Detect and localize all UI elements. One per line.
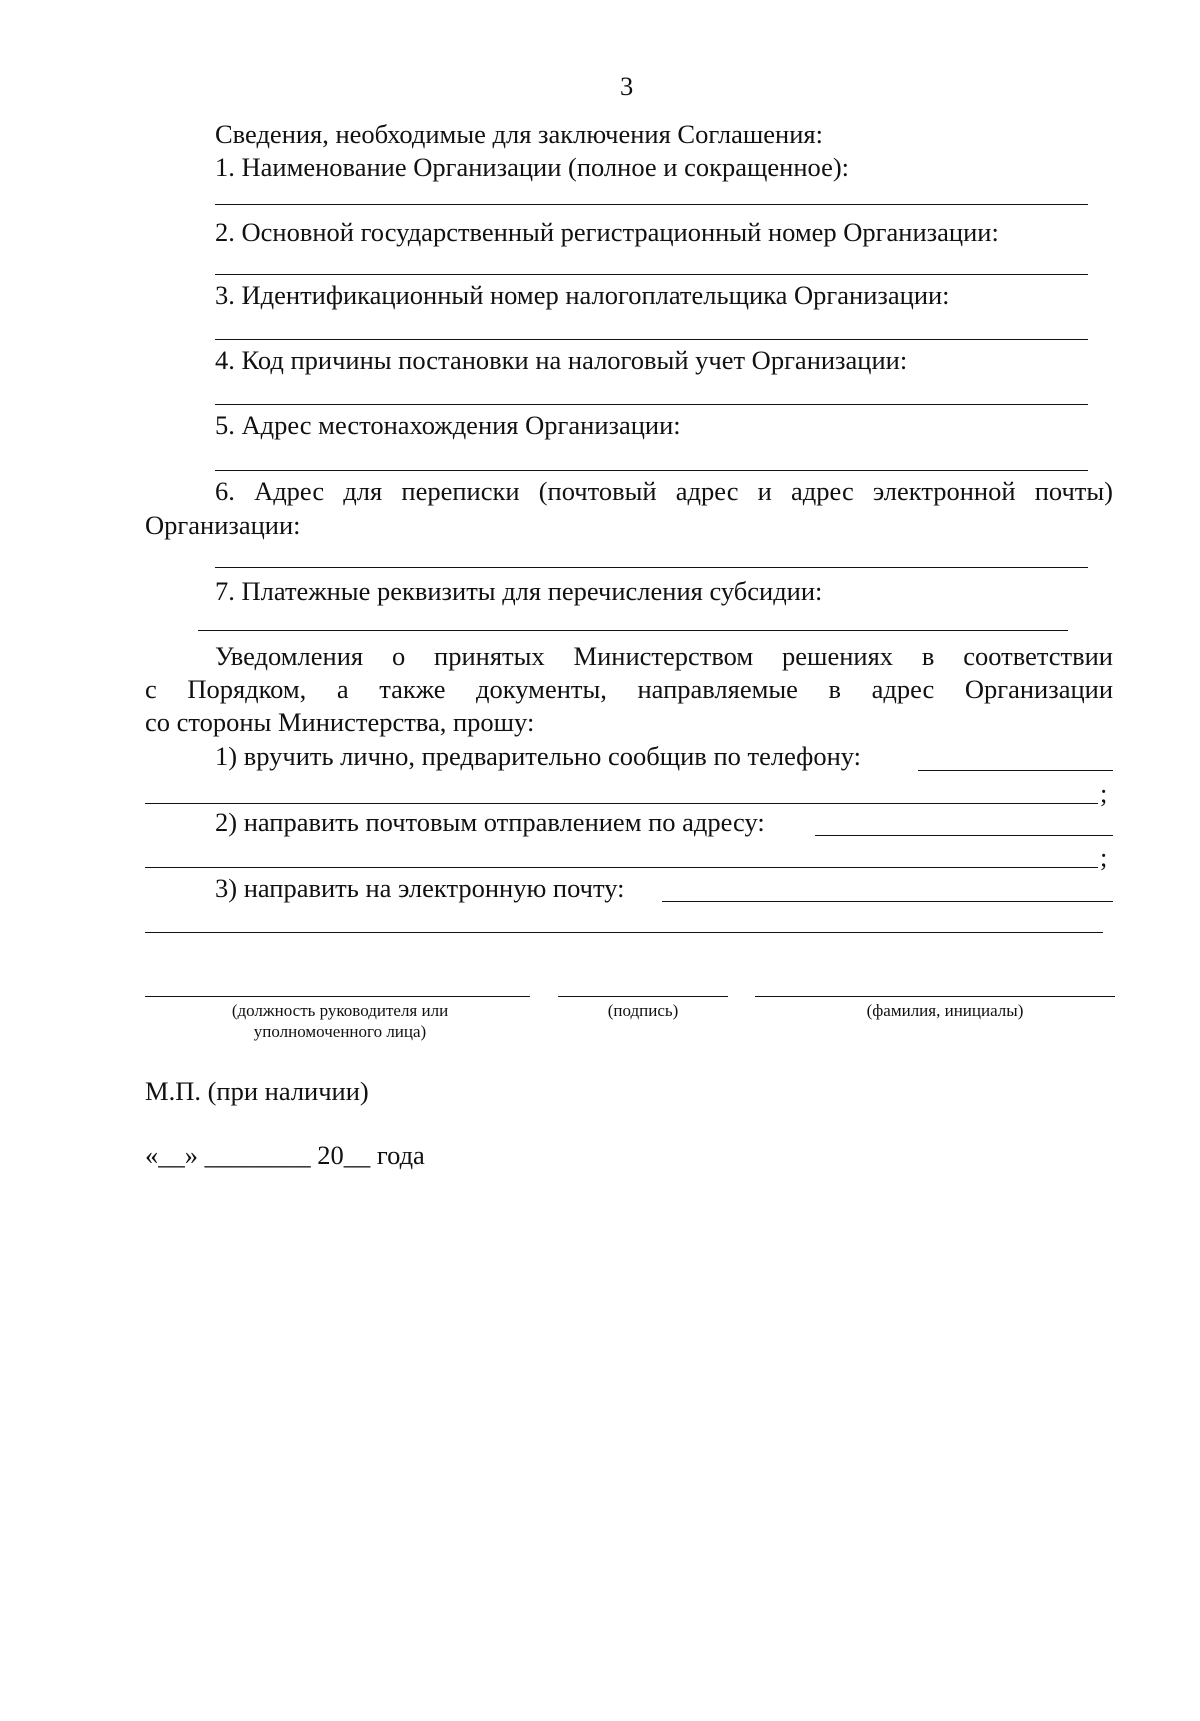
- option-1-personal-delivery: 1) вручить лично, предварительно сообщив по телефону:: [215, 741, 862, 771]
- option-1-blank-continued: [145, 803, 1098, 804]
- option-1-phone-blank: [918, 770, 1113, 771]
- option-1-semicolon: ;: [1100, 778, 1108, 808]
- page-number: 3: [620, 71, 634, 101]
- item-2-blank: [215, 274, 1088, 275]
- option-2-address-blank: [815, 835, 1113, 836]
- stamp-label: М.П. (при наличии): [145, 1076, 369, 1106]
- item-6-label-continued: Организации:: [145, 510, 301, 540]
- option-3-blank-continued: [145, 932, 1103, 933]
- date-line: «__» ________ 20__ года: [145, 1140, 425, 1170]
- signature-line: [558, 996, 728, 997]
- name-caption: (фамилия, инициалы): [866, 1001, 1024, 1020]
- signature-caption: (подпись): [607, 1001, 679, 1020]
- item-7-blank: [198, 630, 1068, 631]
- item-2-label: 2. Основной государственный регистрационный номер Организации:: [215, 217, 999, 247]
- item-1-label: 1. Наименование Организации (полное и сокращенное):: [215, 152, 850, 182]
- intro-heading: Сведения, необходимые для заключения Соглашения:: [215, 119, 823, 149]
- notice-line-2: с Порядком, а также документы, направляемые в адрес Организации: [145, 674, 1113, 704]
- option-2-postal-delivery: 2) направить почтовым отправлением по адресу:: [215, 807, 765, 837]
- item-4-label: 4. Код причины постановки на налоговый учет Организации:: [215, 345, 908, 375]
- item-7-label: 7. Платежные реквизиты для перечисления субсидии:: [215, 576, 823, 606]
- item-3-label: 3. Идентификационный номер налогоплательщика Организации:: [215, 280, 950, 310]
- option-2-blank-continued: [145, 867, 1098, 868]
- notice-line-1: Уведомления о принятых Министерством решениях в соответствии: [215, 641, 1113, 671]
- name-signature-line: [755, 996, 1115, 997]
- option-2-semicolon: ;: [1100, 842, 1108, 872]
- option-3-email-blank: [662, 901, 1113, 902]
- item-4-blank: [215, 404, 1088, 405]
- item-6-blank: [215, 567, 1088, 568]
- item-3-blank: [215, 339, 1088, 340]
- position-caption: (должность руководителя или уполномоченного лица): [231, 1001, 449, 1041]
- item-5-label: 5. Адрес местонахождения Организации:: [215, 410, 681, 440]
- option-3-email-delivery: 3) направить на электронную почту:: [215, 873, 625, 903]
- item-6-label: 6. Адрес для переписки (почтовый адрес и адрес электронной почты): [215, 476, 1113, 506]
- position-signature-line: [145, 996, 530, 997]
- item-5-blank: [215, 470, 1088, 471]
- item-1-blank: [215, 204, 1088, 205]
- notice-line-3: со стороны Министерства, прошу:: [145, 707, 535, 737]
